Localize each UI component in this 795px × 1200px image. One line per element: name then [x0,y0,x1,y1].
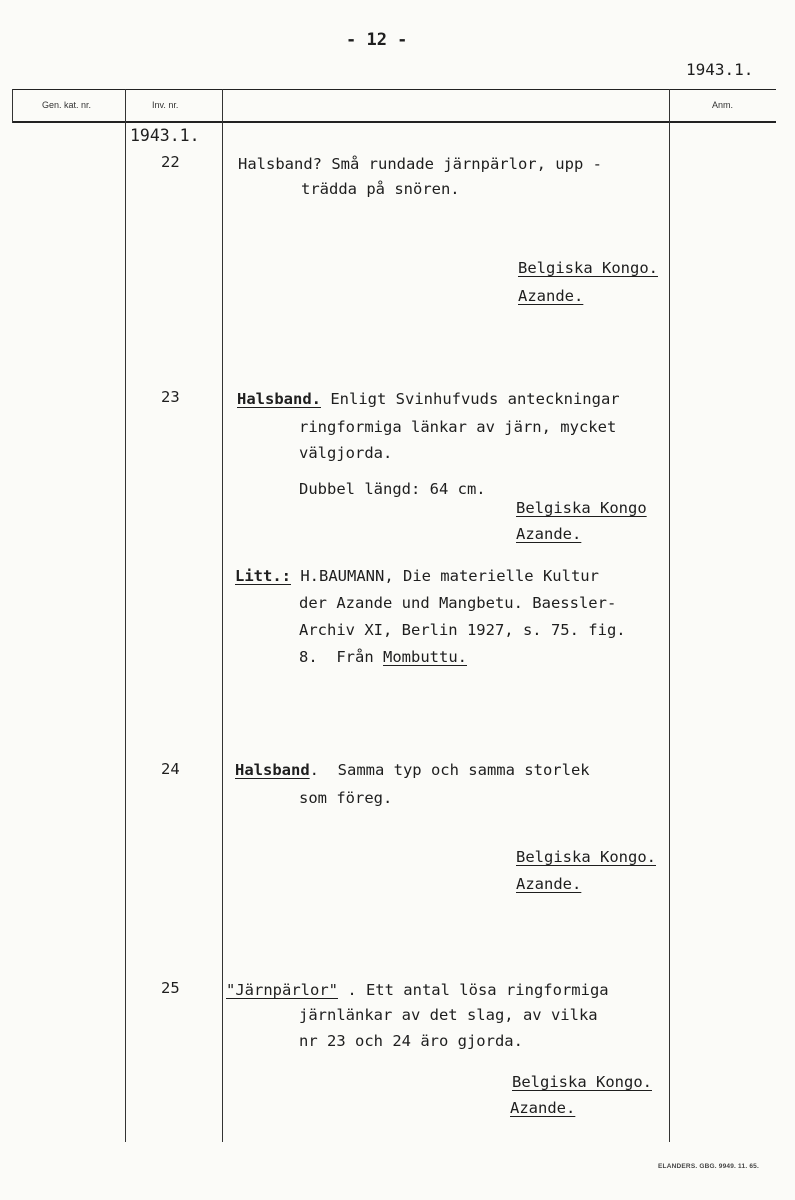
inventory-number: 24 [161,760,180,778]
page-number: - 12 - [346,30,408,50]
object-name: Halsband. [237,390,321,408]
column-divider-left-edge [12,89,13,123]
provenance-region: Belgiska Kongo. [518,259,658,277]
literature-line [235,567,599,585]
printer-imprint: ELANDERS. GBG. 9949. 11. 65. [658,1163,759,1170]
literature-origin: Mombuttu. [383,648,467,666]
description-line [237,390,620,408]
accession-number-header: 1943.1. [686,60,754,79]
provenance-people: Azande. [518,287,584,305]
description-line [235,761,590,779]
literature-line [299,648,467,666]
provenance-region: Belgiska Kongo. [512,1073,652,1091]
object-name: "Järnpärlor" [226,981,338,999]
literature-label: Litt.: [235,567,291,585]
column-header-inv-nr: Inv. nr. [152,100,179,110]
description-line: som föreg. [299,789,393,807]
description-line: ringformiga länkar av järn, mycket [299,418,617,436]
table-header-rule [12,121,776,123]
column-divider-gen-inv [125,89,126,1142]
description-text: Enligt Svinhufvuds anteckningar [321,390,620,408]
inventory-number: 22 [161,153,180,171]
column-divider-inv-desc [222,89,223,1142]
column-divider-desc-anm [669,89,670,1142]
inventory-number: 25 [161,979,180,997]
table-top-rule [12,89,776,90]
description-line: nr 23 och 24 äro gjorda. [299,1032,523,1050]
column-header-gen-kat-nr: Gen. kat. nr. [42,100,92,110]
literature-line: der Azande und Mangbetu. Baessler- [299,594,617,612]
description-text: . Samma typ och samma storlek [309,761,590,779]
description-line [226,981,609,999]
provenance-region: Belgiska Kongo. [516,848,656,866]
description-text: . Ett antal lösa ringformiga [337,981,609,999]
provenance-people: Azande. [510,1099,576,1117]
description-line [238,155,602,173]
description-line: Dubbel längd: 64 cm. [299,480,486,498]
accession-number-column: 1943.1. [130,126,200,145]
provenance-people: Azande. [516,525,582,543]
provenance-people: Azande. [516,875,582,893]
column-header-anm: Anm. [712,100,734,110]
description-text: Små rundade järnpärlor, upp - [322,155,602,173]
object-name: Halsband? [238,155,322,173]
inventory-number: 23 [161,388,180,406]
provenance-region: Belgiska Kongo [516,499,647,517]
literature-text: 8. Från [299,648,383,666]
description-line: trädda på snören. [301,180,460,198]
description-line: välgjorda. [299,444,393,462]
literature-text: H.BAUMANN, Die materielle Kultur [291,567,599,585]
description-line: järnlänkar av det slag, av vilka [299,1006,598,1024]
literature-line: Archiv XI, Berlin 1927, s. 75. fig. [299,621,626,639]
object-name: Halsband [235,761,310,779]
